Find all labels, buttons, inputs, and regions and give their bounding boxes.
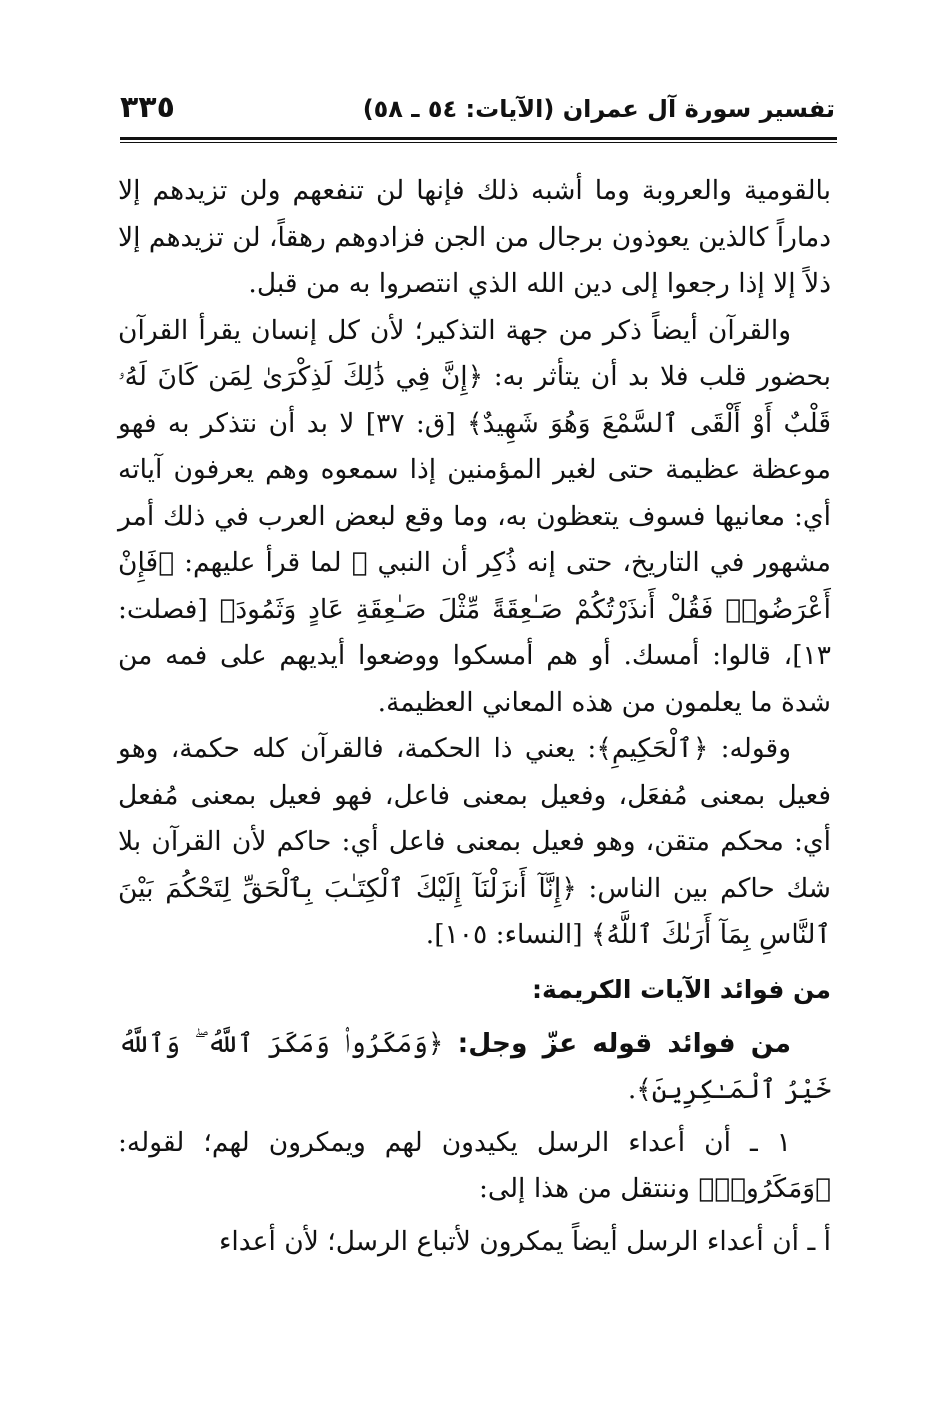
- page-body: [118, 168, 831, 1265]
- section-heading: من فوائد الآيات الكريمة:: [532, 974, 831, 1004]
- benefit-item-1: ١ ـ أن أعداء الرسل يكيدون لهم ويمكرون لهم؛ لقوله: ﴿وَمَكَرُوا۟﴾ وننتقل من هذا إلى:: [118, 1126, 831, 1204]
- page-number: ٣٣٥: [120, 90, 175, 125]
- header-rule-thin: [120, 142, 837, 143]
- benefit-intro-lead: من فوائد قوله عزّ وجل:: [457, 1027, 791, 1059]
- benefit-intro: [118, 1021, 831, 1114]
- paragraph-3: وقوله: ﴿ٱلْحَكِيمِ﴾: يعني ذا الحكمة، فالقرآن كله حكمة، وهو فعيل بمعنى مُفعَل، وفعيل بمعنى فاعل، فهو فعيل بمعنى مُفعل أي: محكم متقن، وهو فعيل بمعنى فاعل أي: حاكم لأن القرآن بلا شك حاكم بين الناس: ﴿إِنَّآ أَنزَلْنَآ إِلَيْكَ ٱلْكِتَـٰبَ بِٱلْحَقِّ لِتَحْكُمَ بَيْنَ ٱلنَّاسِ بِمَآ أَرَىٰكَ ٱللَّهُ﴾ [النساء: ١٠٥].: [118, 733, 831, 950]
- benefit-intro-verse: ﴿وَمَكَرُوا۟ وَمَكَرَ ٱللَّهُ ۖ وَٱللَّهُ خَيْرُ ٱلْمَـٰكِرِينَ﴾.: [118, 1027, 831, 1105]
- header-rule: [120, 137, 837, 140]
- running-title: تفسير سورة آل عمران (الآيات: ٥٤ ـ ٥٨): [362, 95, 835, 123]
- benefit-item-1a: أ ـ أن أعداء الرسل أيضاً يمكرون لأتباع الرسل؛ لأن أعداء: [218, 1225, 831, 1257]
- paragraph-1: بالقومية والعروبة وما أشبه ذلك فإنها لن تنفعهم ولن تزيدهم إلا دماراً كالذين يعوذون برجال من الجن فزادوهم رهقاً، لن تزيدهم إلا ذلاً إلا إذا رجعوا إلى دين الله الذي انتصروا به من قبل.: [118, 175, 831, 299]
- page-header: [120, 88, 835, 128]
- paragraph-2: والقرآن أيضاً ذكر من جهة التذكير؛ لأن كل إنسان يقرأ القرآن بحضور قلب فلا بد أن يتأثر به: ﴿إِنَّ فِي ذَٰلِكَ لَذِكْرَىٰ لِمَن كَانَ لَهُۥ قَلْبٌ أَوْ أَلْقَى ٱلسَّمْعَ وَهُوَ شَهِيدٌ﴾ [ق: ٣٧] لا بد أن نتذكر به فهو موعظة عظيمة حتى لغير المؤمنين إذا سمعوه وهم يعرفون آياته أي: معانيها فسوف يتعظون به، وما وقع لبعض العرب في ذلك أمر مشهور في التاريخ، حتى إنه ذُكِر أن النبي ﷺ لما قرأ عليهم: ﴿فَإِنْ أَعْرَضُوا۟ فَقُلْ أَنذَرْتُكُمْ صَـٰعِقَةً مِّثْلَ صَـٰعِقَةِ عَادٍ وَثَمُودَ﴾ [فصلت: ١٣]، قالوا: أمسك. أو هم أمسكوا ووضعوا أيديهم على فمه من شدة ما يعلمون من هذه المعاني العظيمة.: [118, 314, 832, 718]
